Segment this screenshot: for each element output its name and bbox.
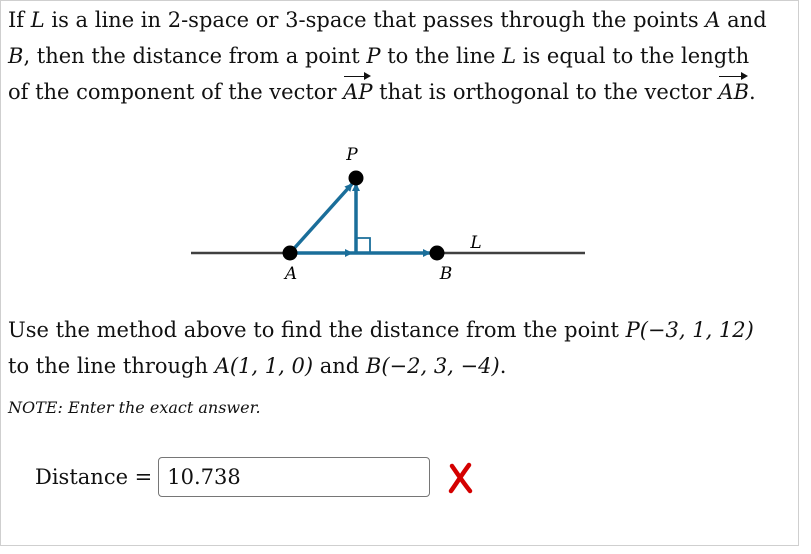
answer-row [35,456,430,498]
var-L: L [502,44,517,68]
distance-input[interactable] [158,457,430,497]
point-B [430,246,445,261]
text: If [8,8,31,32]
point-P-coords: P(−3, 1, 12) [625,318,754,342]
text: and [313,354,366,378]
var-L: L [30,8,45,32]
vector-AB: AB [718,74,749,110]
question-text [8,312,796,384]
text: . [749,80,756,104]
text: Use the method above to find the distance from the point [8,318,626,342]
projection-diagram [180,140,600,290]
label-A: A [284,264,298,284]
text: , then the distance from a point [23,44,367,68]
right-angle-marker [356,238,370,253]
text: to the line [380,44,503,68]
point-A [283,246,298,261]
label-P: P [346,145,358,165]
var-B: B [8,44,24,68]
vector-AP: AP [343,74,372,110]
var-A: A [705,8,721,32]
red-x-icon [447,462,475,494]
point-P [349,171,364,186]
point-A-coords: A(1, 1, 0) [214,354,314,378]
problem-statement [8,2,796,110]
text: of the component of the vector [8,80,344,104]
text: is equal to the length [516,44,750,68]
point-B-coords: B(−2, 3, −4) [365,354,500,378]
text: that is orthogonal to the vector [372,80,719,104]
label-B: B [439,264,453,284]
text: to the line through [8,354,215,378]
vector-AP-arrow [290,184,352,253]
note-text: NOTE: Enter the exact answer. [8,398,261,417]
text: and [720,8,767,32]
label-L: L [470,233,482,253]
var-P: P [366,44,381,68]
answer-label: Distance = [35,465,153,489]
text: . [499,354,507,378]
text: is a line in 2-space or 3-space that passes through the points [44,8,706,32]
